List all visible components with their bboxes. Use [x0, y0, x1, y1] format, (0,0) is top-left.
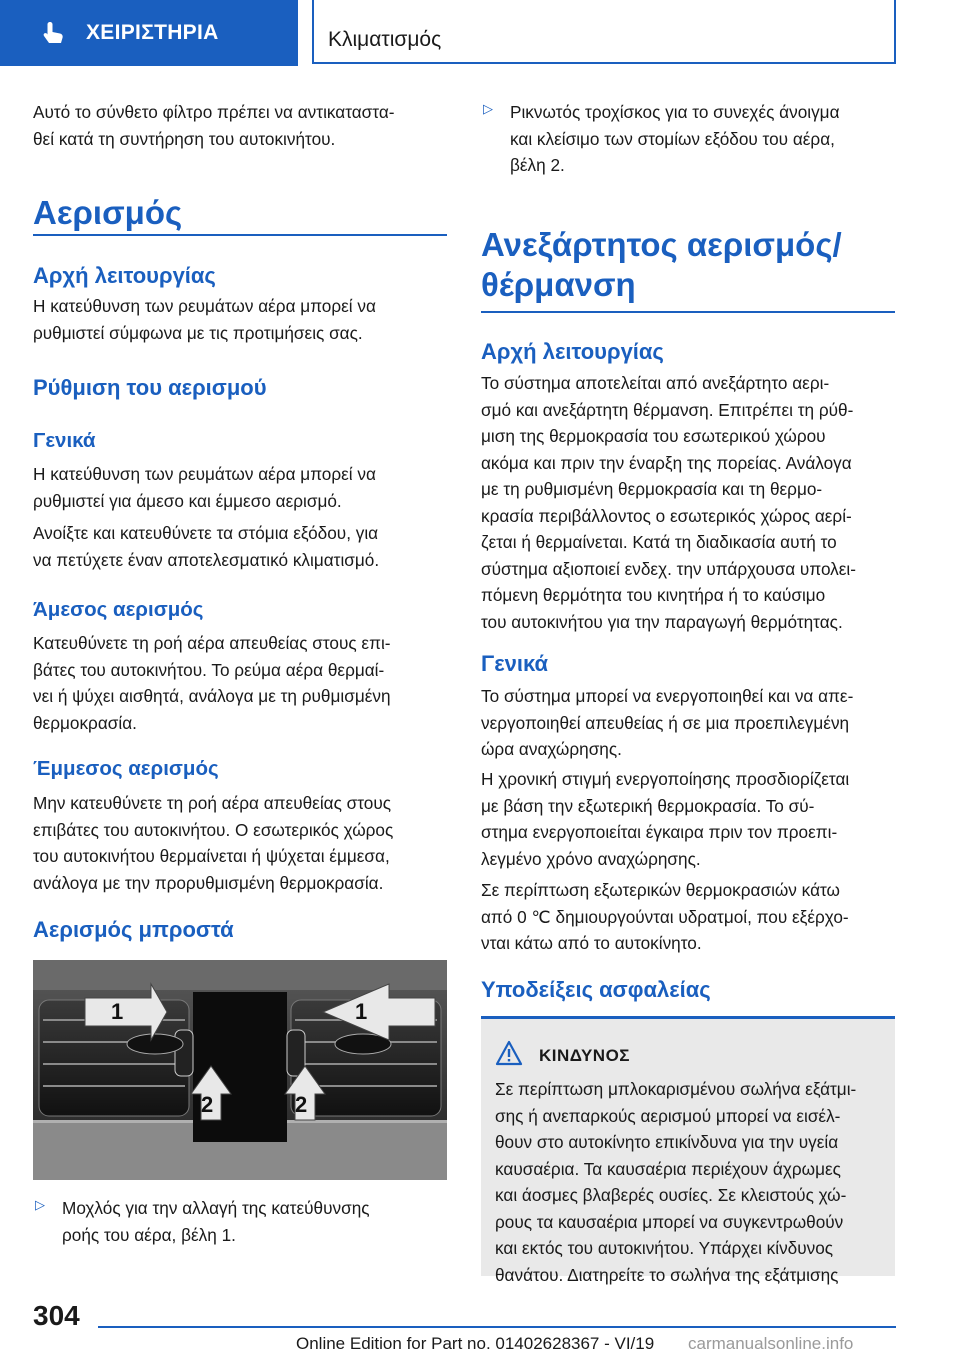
- paragraph-genika-right-1: Το σύστημα μπορεί να ενεργοποιηθεί και να απε- νεργοποιηθεί απευθείας ή σε μια προεπιλεγμένη ώρα αναχώρησης.: [481, 686, 854, 759]
- danger-top-bar: [481, 1016, 895, 1019]
- heading-aerismos: Αερισμός: [33, 194, 183, 231]
- heading-arxi-left: Αρχή λειτουργίας: [33, 263, 216, 288]
- heading-amesos: Άμεσος αερισμός: [33, 598, 204, 621]
- bullet-triangle-icon: ▷: [35, 1197, 45, 1212]
- edition-text: Online Edition for Part no. 01402628367 - VI/19: [296, 1334, 655, 1353]
- bullet-lever: ▷ Μοχλός για την αλλαγή της κατεύθυνσης ροής του αέρα, βέλη 1.: [35, 1197, 370, 1245]
- section-title: ΧΕΙΡΙΣΤΗΡΙΑ: [86, 21, 219, 44]
- arrow-label-1-right: 1: [355, 999, 368, 1024]
- heading-genika-left: Γενικά: [33, 429, 96, 452]
- front-vents-photo: [33, 960, 447, 1180]
- arrow-label-1-left: 1: [111, 999, 124, 1024]
- footer-rule: [98, 1326, 896, 1328]
- paragraph-emmesos: Μην κατευθύνετε τη ροή αέρα απευθείας στους επιβάτες του αυτοκινήτου. Ο εσωτερικός χώρος του αυτοκινήτου θερμαίνεται ή ψύχεται έμμεσα, ανάλογα με την προρυθμισμένη θερμοκρασία.: [33, 793, 394, 893]
- chapter-title: Κλιματισμός: [328, 28, 442, 51]
- page-number: 304: [33, 1300, 80, 1331]
- watermark-text: carmanualsonline.info: [688, 1334, 854, 1353]
- heading-mprosta: Αερισμός μπροστά: [33, 917, 234, 942]
- paragraph-amesos: Κατευθύνετε τη ροή αέρα απευθείας στους επι- βάτες του αυτοκινήτου. Το ρεύμα αέρα θερμαί- νει ή ψύχει αισθητά, ανάλογα με τη ρυθμισμένη θερμοκρασία.: [33, 633, 391, 733]
- danger-text: Σε περίπτωση μπλοκαρισμένου σωλήνα εξάτμι- σης ή ανεπαρκούς αερισμού μπορεί να εισέλ- θουν στο αυτοκίνητο επικίνδυνα για την υγεία καυσαέρια. Τα καυσαέρια περιέχουν άχρωμες και άοσμες βλαβερές ουσίες. Σε κλειστούς χώ- ρους τα καυσαέρια μπορεί να συγκεντρωθούν και εκτός του αυτοκινήτου. Υπάρχει κίνδυνος θανάτου. Διατηρείτε το σωλήνα της εξάτμισης: [495, 1079, 857, 1285]
- heading-anexartitos: Ανεξάρτητος αερισμός/ θέρμανση: [481, 226, 842, 303]
- arrow-label-2-left: 2: [201, 1092, 214, 1117]
- intro-paragraph: Αυτό το σύνθετο φίλτρο πρέπει να αντικαταστα- θεί κατά τη συντήρηση του αυτοκινήτου.: [33, 102, 395, 149]
- vents-illustration: [33, 960, 447, 1180]
- bullet-wheel: ▷ Ρικνωτός τροχίσκος για το συνεχές άνοιγμα και κλείσιμο των στομίων εξόδου του αέρα, βέλη 2.: [483, 101, 840, 175]
- paragraph-arxi-left: Η κατεύθυνση των ρευμάτων αέρα μπορεί να ρυθμιστεί σύμφωνα με τις προτιμήσεις σας.: [33, 296, 376, 343]
- paragraph-genika-right-3: Σε περίπτωση εξωτερικών θερμοκρασιών κάτω από 0 ℃ δημιουργούνται υδρατμοί, που εξέρχο- νται κάτω από το αυτοκίνητο.: [481, 880, 849, 953]
- hand-pointer-icon: [40, 19, 68, 47]
- warning-triangle-icon: [495, 1040, 523, 1066]
- paragraph-genika-left-1: Η κατεύθυνση των ρευμάτων αέρα μπορεί να ρυθμιστεί για άμεσο και έμμεσο αερισμό.: [33, 464, 376, 511]
- paragraph-genika-right-2: Η χρονική στιγμή ενεργοποίησης προσδιορίζεται με βάση την εξωτερική θερμοκρασία. Το σύ- στημα ενεργοποιείται έγκαιρα πριν τον προεπι- λεγμένο χρόνο αναχώρησης.: [481, 769, 850, 869]
- heading-genika-right: Γενικά: [481, 651, 549, 676]
- paragraph-arxi-right: Το σύστημα αποτελείται από ανεξάρτητο αερι- σμό και ανεξάρτητη θέρμανση. Επιτρέπει τη ρύθ- μιση της θερμοκρασία του εσωτερικού χώρου ακόμα και πριν την έναρξη της πορείας. Ανάλογα με τη ρυθμισμένη θερμοκρασία και τη θερμο- κρασία περιβάλλοντος ο εσωτερικός χώρος αερί- ζεται ή θερμαίνεται. Κατά τη διαδικασία αυτή το σύστημα αξιοποιεί ενδεχ. την υπάρχουσα υπολει- πόμενη θερμότητα του κινητήρα ή το καύσιμο του αυτοκινήτου για την παραγωγή θερμότητας.: [481, 373, 856, 632]
- section-tab: [0, 0, 298, 66]
- heading-rule: [33, 234, 447, 236]
- heading-emmesos: Έμμεσος αερισμός: [33, 757, 219, 780]
- arrow-label-2-right: 2: [295, 1092, 308, 1117]
- heading-rule-right: [481, 311, 895, 313]
- danger-label: ΚΙΝΔΥΝΟΣ: [539, 1046, 630, 1065]
- paragraph-genika-left-2: Ανοίξτε και κατευθύνετε τα στόμια εξόδου, για να πετύχετε έναν αποτελεσματικό κλιματισμό.: [33, 523, 380, 570]
- bullet-triangle-icon: ▷: [483, 101, 493, 116]
- danger-notice: [481, 1016, 895, 1285]
- heading-rythmisi: Ρύθμιση του αερισμού: [33, 375, 267, 400]
- heading-arxi-right: Αρχή λειτουργίας: [481, 339, 664, 364]
- chapter-box: [312, 0, 896, 64]
- heading-ypodeixeis: Υποδείξεις ασφαλείας: [481, 977, 711, 1002]
